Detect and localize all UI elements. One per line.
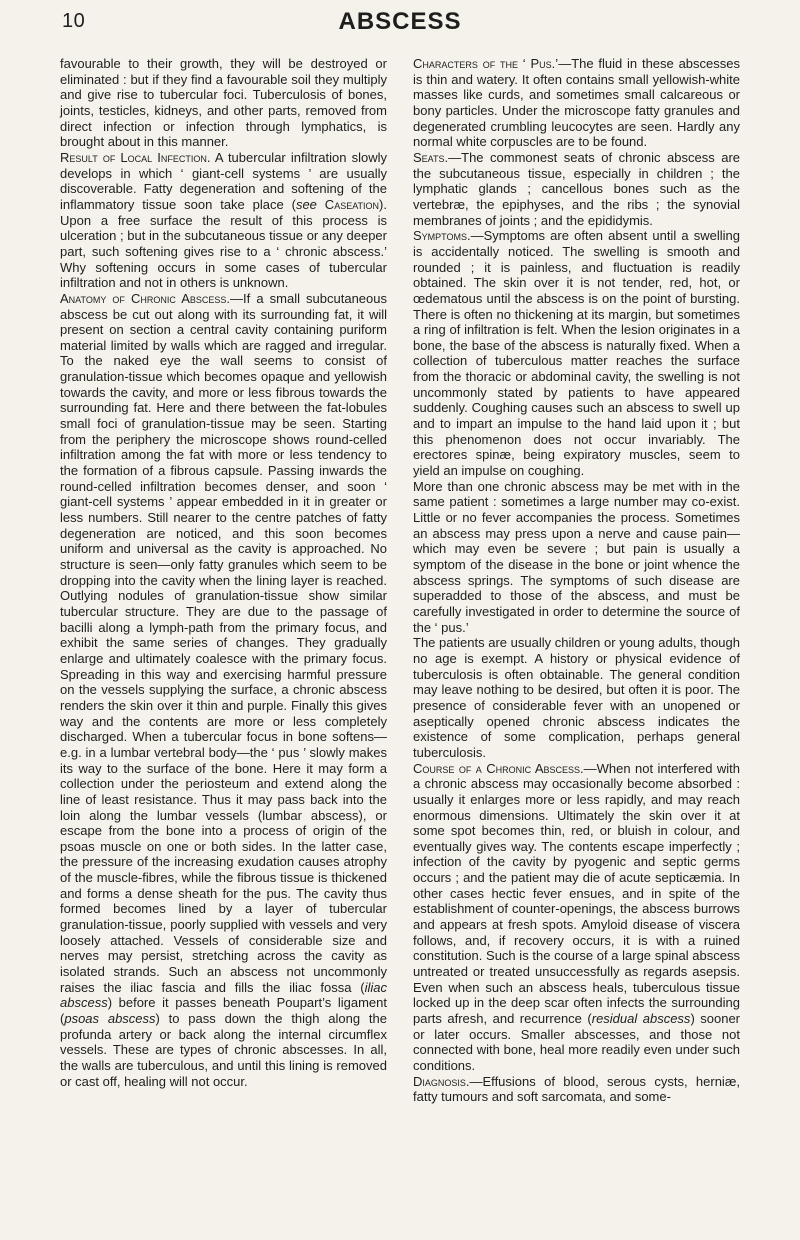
italic-term: residual abscess: [591, 1011, 691, 1027]
paragraph-text: A tubercular infiltration slowly develops in which ‘ giant-cell systems ’ are usually discoverable. Fatty degeneration and softening of the inflammatory tissue soon take place (: [60, 149, 387, 212]
paragraph-seats: [413, 150, 740, 228]
paragraph-text: favourable to their growth, they will be destroyed or eliminated : but if they find a favourable soil they multiply and give rise to tubercular foci. Tuberculosis of bones, joints, testicles, kidneys, and other parts, removed from direct infection or infection through lymphatics, is brought about in this manner.: [60, 56, 387, 150]
paragraph-text: ). Upon a free surface the result of this process is ulceration ; but in the subcutaneous tissue or any deeper part, such softening gives rise to a ‘ chronic abscess.’ Why softening occurs in some cases of tubercular infiltration and not in others is unknown.: [60, 196, 387, 291]
paragraph-text: ) before it passes beneath Poupart’s ligament (: [60, 995, 387, 1027]
section-heading: Result of Local Infection.: [60, 149, 211, 165]
section-heading: Characters of the ‘ Pus.’: [413, 56, 559, 71]
paragraph-text: —When not interfered with a chronic abscess may occasionally become absorbed : usually it enlarges more or less rapidly, and may reach enormous dimensions. Ultimately the skin over it at some spot becomes thin, red, or bluish in colour, and eventually gives way. The contents escape imperfectly ; infection of the cavity by pyogenic and septic germs occurs ; and the patient may die of acute septicæmia. In other cases hectic fever ensues, and in spite of the establishment of counter-openings, the abscess burrows and appears at fresh spots. Amyloid disease of viscera follows, and, if recovery occurs, it is with a ruined constitution. Such is the course of a large spinal abscess untreated or treated unsuccessfully as regards asepsis. Even when such an abscess heals, tuberculous tissue locked up in the deep scar often infects the surrounding parts afresh, and recurrence (: [413, 760, 741, 1027]
left-column: [60, 56, 387, 1230]
paragraph-characters: [413, 56, 740, 150]
paragraph: [413, 635, 740, 760]
paragraph-text: —Effusions of blood, serous cysts, herniæ, fatty tumours and soft sarcomata, and some-: [413, 1073, 740, 1105]
page-header: [62, 4, 738, 48]
paragraph-symptoms: [413, 228, 740, 479]
paragraph-text: —The commonest seats of chronic abscess are the subcutaneous tissue, especially in children ; the lymphatic glands ; cancellous bones such as the vertebræ, the epiphyses, and the ribs ; the synovial membranes of joints ; and the epididymis.: [413, 149, 740, 228]
cross-reference: Caseation: [316, 196, 380, 212]
paragraph-text: ) sooner or later occurs. Smaller abscesses, and those not connected with bone, heal more readily even under such conditions.: [413, 1011, 740, 1073]
paragraph-text: ) to pass down the thigh along the profunda artery or back along the internal circumflex vessels. These are types of chronic abscesses. In all, the walls are tuberculous, and until this lining is removed or cast off, healing will not occur.: [60, 1011, 387, 1089]
paragraph-text: —The fluid in these abscesses is thin and watery. It often contains small yellowish-white masses like curds, and sometimes small calcareous or bony particles. Under the microscope fatty granules and degenerated crumbling leucocytes are seen. Hardly any normal white corpuscles are to be found.: [413, 56, 740, 150]
page-number: 10: [62, 10, 86, 32]
paragraph-result-of-local-infection: [60, 150, 387, 291]
running-title: ABSCESS: [338, 8, 462, 35]
paragraph-diagnosis: [413, 1074, 740, 1105]
paragraph: [60, 56, 387, 150]
paragraph-text: —If a small subcutaneous abscess be cut out along with its surrounding fat, it will present on section a central cavity containing puriform material limited by walls which are ragged and irregular. To the naked eye the wall seems to consist of granulation-tissue which becomes opaque and yellowish towards the cavity, and more or less fibrous towards the surrounding fat. Here and there between the fat-lobules small foci of granulation-tissue may be seen. Starting from the periphery the microscope shows round-celled infiltration among the fat with more or less tendency to the formation of a fibrous capsule. Passing inwards the round-celled infiltration becomes denser, and soon ‘ giant-cell systems ’ appear embedded in it in greater or less numbers. Still nearer to the centre patches of fatty degeneration are noticed, and this soon becomes uniform and universal as the cavity is approached. No structure is seen—only fatty granules which seem to be dropping into the cavity when the lining layer is reached. Outlying nodules of granulation-tissue show similar tubercular structure. They are due to the passage of bacilli along a lymph-path from the primary focus, and exhibit the same series of changes. They gradually enlarge and ultimately coalesce with the primary focus. Spreading in this way and exercising harmful pressure on the vessels supplying the surface, a chronic abscess renders the skin over it thin and purple. Finally this gives way and the contents are more or less completely discharged. When a tubercular focus in bone softens—e.g. in a lumbar vertebral body—the ‘ pus ’ slowly makes its way to the surface of the bone. Here it may form a collection under the periosteum and extend along the line of least resistance. Thus it may pass back into the loin along the lumbar vessels (lumbar abscess), or escape from the bone into a process of origin of the psoas muscle on one or both sides. In the latter case, the pressure of the increasing exudation causes atrophy of the muscle-fibres, while the fibrous tissue is thickened and forms a dense sheath for the pus. The cavity thus formed becomes lined by a layer of tubercular granulation-tissue, poorly supplied with vessels and very loosely attached. Vessels of considerable size and nerves may persist, stretching across the cavity as isolated strands. Such an abscess not uncommonly raises the iliac fascia and fills the iliac fossa (: [60, 290, 387, 995]
section-heading: Course of a Chronic Abscess.: [413, 760, 584, 776]
text-columns: [60, 56, 740, 1230]
paragraph-anatomy: [60, 291, 387, 1089]
right-column: [413, 56, 740, 1230]
section-heading: Seats.: [413, 149, 449, 165]
see-reference: see: [295, 196, 317, 212]
paragraph: [413, 479, 740, 636]
section-heading: Diagnosis.: [413, 1073, 470, 1089]
paragraph-text: The patients are usually children or young adults, though no age is exempt. A history or physical evidence of tuberculosis is often obtainable. The general condition may leave nothing to be desired, but often it is poor. The presence of considerable fever with an unopened or aseptically opened chronic abscess indicates the existence of some complication, perhaps general tuberculosis.: [413, 635, 740, 760]
section-heading: Symptoms.: [413, 228, 471, 244]
paragraph-course: [413, 761, 740, 1074]
paragraph-text: More than one chronic abscess may be met with in the same patient : sometimes a large number may co-exist. Little or no fever accompanies the process. Sometimes an abscess may press upon a nerve and cause pain—which may even be severe ; but pain is usually a symptom of the disease in the bone or joint whence the abscess springs. The symptoms of such disease are superadded to those of the abscess, and must be carefully investigated in order to determine the source of the ‘ pus.’: [413, 478, 740, 635]
section-heading: Anatomy of Chronic Abscess.: [60, 290, 231, 306]
italic-term: iliac abscess: [60, 979, 387, 1011]
paragraph-text: —Symptoms are often absent until a swelling is accidentally noticed. The swelling is smooth and rounded ; it is painless, and fluctuation is readily obtained. The skin over it is not tender, red, hot, or œdematous until the abscess is on the point of bursting. There is often no thickening at its margin, but sometimes a ring of infiltration is felt. When the lesion originates in a bone, the base of the abscess is naturally fixed. When a collection of tuberculous matter reaches the surface from the thoracic or abdominal cavity, the swelling is not uncommonly stated by patients to have appeared suddenly. Coughing causes such an abscess to swell up and to impart an impulse to the hand laid upon it ; but this phenomenon does not occur invariably. The erectores spinæ, being expiratory muscles, seem to yield an impulse on coughing.: [413, 228, 740, 479]
italic-term: psoas abscess: [64, 1011, 156, 1027]
